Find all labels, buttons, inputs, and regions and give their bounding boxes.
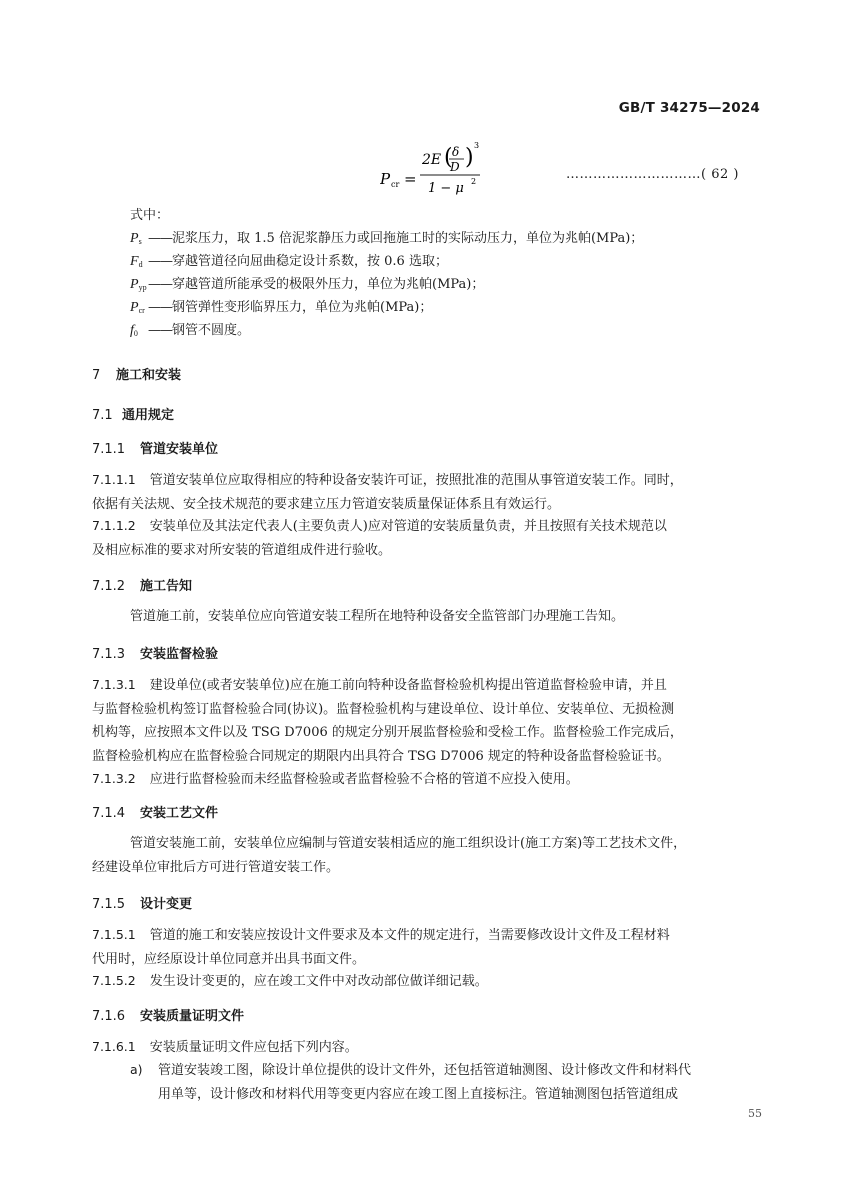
symbol: $P_{cr}$ — [130, 300, 145, 315]
symbol-row: $P_{cr}$ ——钢管弹性变形临界压力，单位为兆帕(MPa)； — [130, 300, 433, 315]
list-item-a: a) 管道安装竣工图，除设计单位提供的设计文件外，还包括管道轴测图、设计修改文件和材料代 用单等，设计修改和材料代用等变更内容应在竣工图上直接标注。管道轴测图包括管道组成 — [130, 1062, 692, 1102]
paragraph-7-1-4: 管道安装施工前，安装单位应编制与管道安装相适应的施工组织设计(施工方案)等工艺技术文件， 经建设单位审批后方可进行管道安装工作。 — [92, 836, 687, 875]
paragraph-7-1-2: 管道施工前，安装单位应向管道安装工程所在地特种设备安全监管部门办理施工告知。 — [130, 609, 625, 624]
formula-lhs: P — [380, 170, 391, 188]
formula-lhs-sub: cr — [391, 180, 400, 189]
symbol: $f_0$ — [130, 323, 138, 338]
section-heading-7-1-5: 7.1.5 设计变更 — [92, 897, 193, 912]
section-heading-7-1-3: 7.1.3 安装监督检验 — [92, 647, 219, 662]
section-heading-7-1-1: 7.1.1 管道安装单位 — [92, 442, 219, 457]
symbol-row: $P_{yp}——$穿越管道所能承受的极限外压力，单位为兆帕(MPa)； — [130, 277, 485, 292]
formula-graphic — [380, 138, 540, 198]
clause-7-1-1-1: 7.1.1.1 管道安装单位应取得相应的特种设备安装许可证，按照批准的范围从事管道安装工作。同时， 依据有关法规、安全技术规范的要求建立压力管道安装质量保证体系且有效运行。 — [92, 472, 683, 512]
section-heading-7-1-6: 7.1.6 安装质量证明文件 — [92, 1009, 245, 1024]
section-heading-7-1: 7.1 通用规定 — [92, 408, 175, 423]
formula-exponent: 3 — [474, 141, 480, 150]
where-label: 式中： — [130, 208, 170, 223]
formula-equals: = — [404, 170, 417, 188]
formula-paren-right: ) — [465, 145, 474, 170]
formula-62 — [380, 138, 540, 198]
formula-number: …………………………( 62 ) — [566, 167, 739, 182]
section-heading-7-1-2: 7.1.2 施工告知 — [92, 579, 193, 594]
clause-7-1-5-2: 7.1.5.2 发生设计变更的，应在竣工文件中对改动部位做详细记载。 — [92, 973, 488, 989]
document-id-header: GB/T 34275—2024 — [618, 100, 760, 116]
clause-7-1-5-1: 7.1.5.1 管道的施工和安装应按设计文件要求及本文件的规定进行，当需要修改设计文件及工程材料 代用时，应经原设计单位同意并出具书面文件。 — [92, 927, 670, 967]
formula-numerator-prefix: 2E — [422, 152, 442, 168]
section-heading-7: 7 施工和安装 — [92, 368, 182, 383]
section-heading-7-1-4: 7.1.4 安装工艺文件 — [92, 806, 219, 821]
symbol: $P_s$ — [130, 231, 142, 246]
formula-paren-left: ( — [444, 145, 453, 170]
symbol-row: $f_0$ ——钢管不圆度。 — [130, 323, 251, 338]
clause-7-1-3-1: 7.1.3.1 建设单位(或者安装单位)应在施工前向特种设备监督检验机构提出管道监督检验申请，并且 与监督检验机构签订监督检验合同(协议)。监督检验机构与建设单位、设计单位、安装单位、无损检测 机构等，应按照本文件以及 TSG D7006 的规定分别开展监督检验和受检工作。监督检验工作完成后， 监督检验机构应在监督检验合同规定的期限内出具符合 TSG D7006 规定的特种设备监督检验证书。 — [92, 677, 683, 764]
formula-denominator: 1 − μ — [428, 181, 464, 196]
page-number: 55 — [748, 1107, 762, 1120]
formula-den-exponent: 2 — [471, 177, 477, 186]
clause-7-1-6-1: 7.1.6.1 安装质量证明文件应包括下列内容。 — [92, 1039, 358, 1055]
formula-inner-denominator: D — [450, 160, 460, 174]
clause-7-1-1-2: 7.1.1.2 安装单位及其法定代表人(主要负责人)应对管道的安装质量负责，并且按照有关技术规范以 及相应标准的要求对所安装的管道组成件进行验收。 — [92, 518, 667, 558]
formula-inner-numerator: δ — [452, 145, 460, 159]
clause-7-1-3-2: 7.1.3.2 应进行监督检验而未经监督检验或者监督检验不合格的管道不应投入使用。 — [92, 771, 579, 787]
symbol: $F_d$ — [130, 254, 143, 269]
symbol-row: $F_d$ ——穿越管道径向屈曲稳定设计系数，按 0.6 选取； — [130, 254, 448, 269]
symbol-row: $P_s$ ——泥浆压力，取 1.5 倍泥浆静压力或回拖施工时的实际动压力，单位为兆帕(MPa)； — [130, 231, 644, 246]
symbol: $P_{yp}$ — [130, 277, 147, 292]
